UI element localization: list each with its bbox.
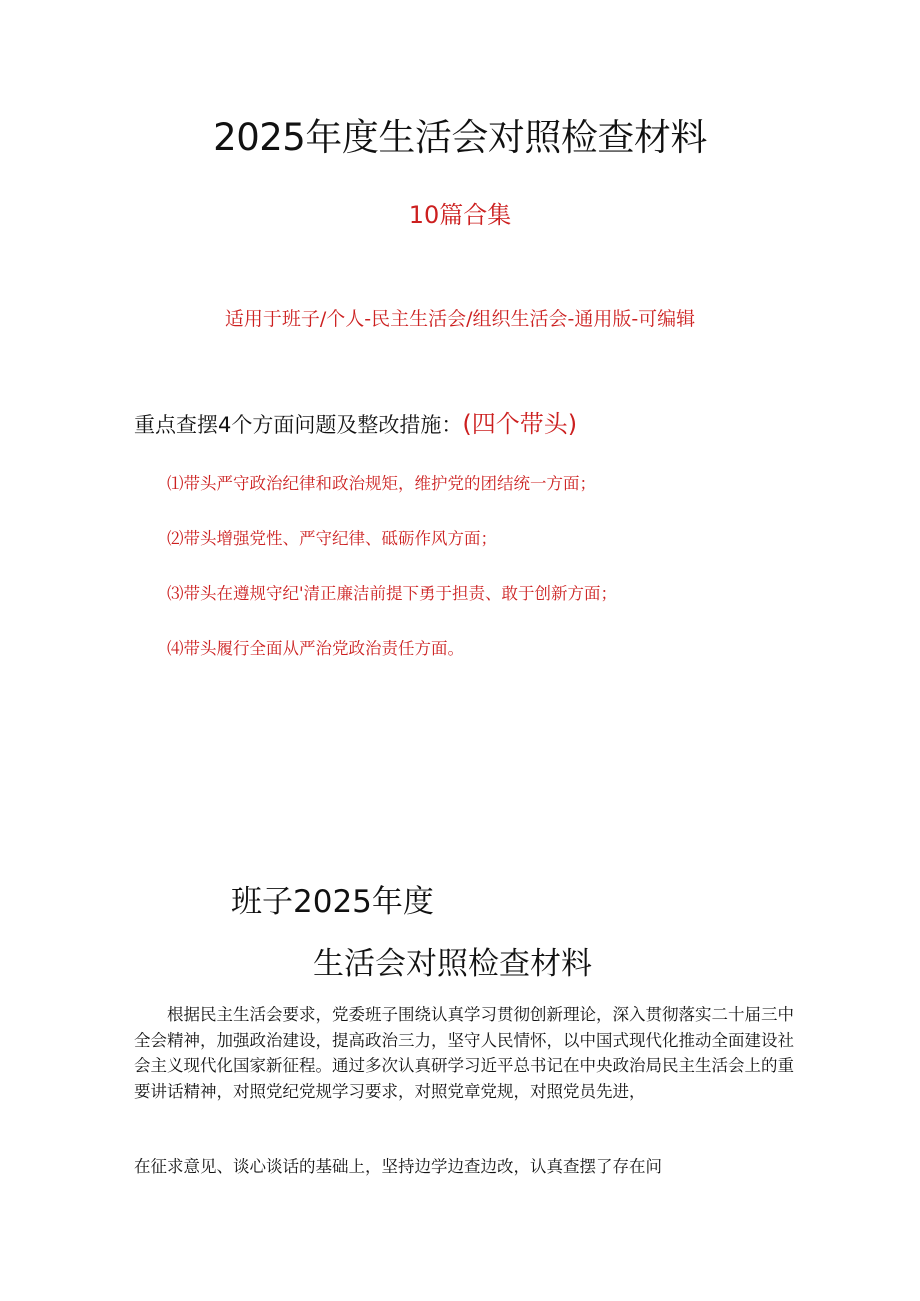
focus-heading	[134, 407, 577, 442]
usage-note: 适用于班子/个人-民主生活会/组织生活会-通用版-可编辑	[224, 308, 696, 330]
focus-item-4: ⑷带头履行全面从严治党政治责任方面。	[167, 639, 464, 658]
focus-intro: 重点查摆4个方面问题及整改措施：	[134, 413, 463, 437]
document-title: 2025年度生活会对照检查材料	[213, 116, 707, 159]
focus-highlight: (四个带头)	[462, 410, 578, 438]
section-title-line1: 班子2025年度	[231, 884, 434, 920]
focus-item-1: ⑴带头严守政治纪律和政治规矩，维护党的团结统一方面；	[167, 474, 596, 493]
focus-item-2: ⑵带头增强党性、严守纪律、砥砺作风方面；	[167, 529, 497, 548]
document-subtitle: 10篇合集	[408, 201, 512, 229]
section-title-line2: 生活会对照检查材料	[313, 946, 592, 982]
body-paragraph-1: 根据民主生活会要求，党委班子围绕认真学习贯彻创新理论，深入贯彻落实二十届三中全会精神，加强政治建设，提高政治三力，坚守人民情怀，以中国式现代化推动全面建设社会主义现代化国家新征程。通过多次认真研学习近平总书记在中央政治局民主生活会上的重要讲话精神，对照党纪党规学习要求，对照党章党规，对照党员先进，	[134, 1005, 794, 1101]
focus-item-3: ⑶带头在遵规守纪'清正廉洁前提下勇于担责、敢于创新方面；	[167, 584, 618, 603]
body-paragraph-2: 在征求意见、谈心谈话的基础上，坚持边学边查边改，认真查摆了存在问	[134, 1157, 662, 1176]
